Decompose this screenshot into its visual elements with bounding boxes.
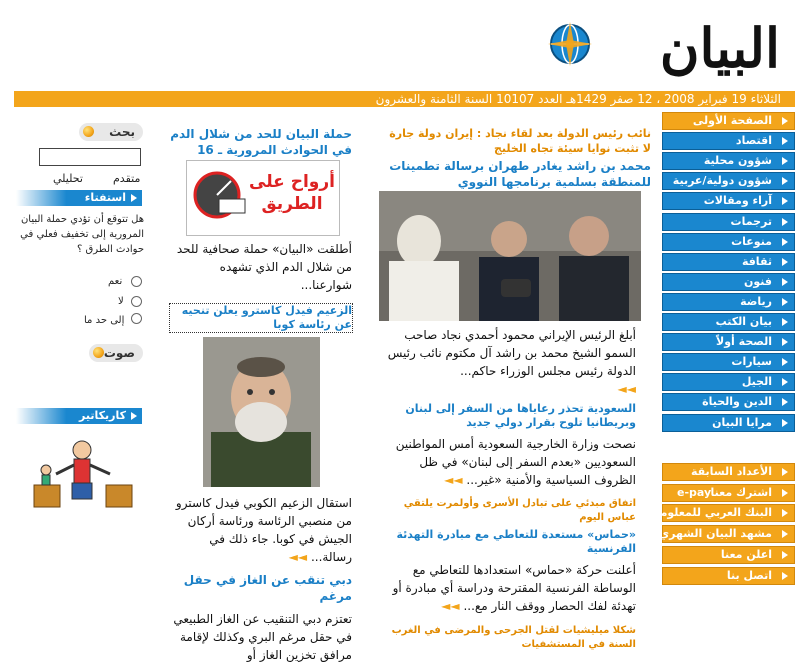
arrow-icon [782, 509, 788, 517]
nav-item-label: الدين والحياة [702, 395, 772, 409]
arrow-icon [782, 137, 788, 145]
arrow-icon [782, 398, 788, 406]
epay-link[interactable]: e-pay [677, 485, 712, 499]
date-bar: الثلاثاء 19 فبراير 2008 ، 12 صفر 1429هـ العدد 10107 السنة الثامنة والعشرون [14, 91, 795, 107]
arrow-icon [782, 218, 788, 226]
top-link-2[interactable]: لا تثبت نوايا سيئة تجاه الخليج [493, 142, 651, 155]
gas-story-title[interactable]: دبي تنقب عن الغاز في حقل مرغم [183, 573, 352, 603]
arrow-icon [782, 530, 788, 538]
banner-text: أرواح على الطريق [249, 172, 335, 214]
nav-item[interactable] [662, 213, 795, 231]
poll-option-yes: نعم [108, 276, 123, 287]
nav-item[interactable] [662, 192, 795, 210]
castro-story-text: استقال الزعيم الكوبي فيدل كاسترو من منصبي الرئاسة ورئاسة أركان الجيش في كوبا. جاء ذلك في رسالة... [175, 496, 352, 564]
poll-header [16, 190, 142, 206]
nav-item-label: اقتصاد [735, 134, 772, 148]
campaign-story-title[interactable]: حملة البيان للحد من شلال الدم في الحوادث المرورية ـ 16 [170, 127, 352, 157]
more-arrow-icon[interactable]: ◄◄ [441, 599, 460, 613]
story-saudi-text: نصحت وزارة الخارجية السعودية أمس المواطنين السعوديين «بعدم السفر إلى لبنان» في ظل الظروف السياسية والأمنية «غير... [395, 437, 636, 487]
more-arrow-icon[interactable]: ◄◄ [444, 473, 463, 487]
service-item-label: اعلن معنا [720, 547, 772, 561]
poll-question: هل تتوقع أن تؤدي حملة البيان المرورية إلى تخفيف فعلي في حوادث الطرق ؟ [20, 214, 144, 255]
nav-item[interactable] [662, 152, 795, 170]
castro-story-body [168, 494, 352, 566]
service-item[interactable] [645, 504, 795, 522]
search-label-text: بحث [109, 125, 135, 139]
campaign-story-body [168, 240, 352, 294]
nav-item[interactable] [662, 132, 795, 150]
nav-item[interactable] [662, 112, 795, 130]
nav-item[interactable] [662, 172, 795, 190]
service-item-label: الأعداد السابقة [690, 465, 772, 478]
bullet-icon [93, 347, 104, 358]
service-item[interactable] [662, 567, 795, 585]
story-militias-title[interactable]: شكلا ميليشيات لقتل الجرحى والمرضى في الغرب السنة في المستشفيات [391, 625, 636, 650]
arrow-icon [782, 157, 788, 165]
story-saudi-body [378, 435, 636, 489]
nav-item[interactable] [662, 414, 795, 432]
nav-item-label: آراء ومقالات [703, 194, 772, 208]
nav-item-label: شؤون محلية [703, 154, 772, 168]
arrow-icon [782, 197, 788, 205]
nav-item-label: بيان الكتب [715, 315, 772, 328]
arrow-icon [782, 298, 788, 306]
arrow-icon [782, 572, 788, 580]
nav-item-label: ترجمات [730, 214, 772, 228]
service-item-label: اشترك معنا [710, 485, 772, 499]
gas-story-text: تعتزم دبي التنقيب عن الغاز الطبيعي في حقل مرغم البري وكذلك لإقامة مرافق تخزين الغاز أو [173, 612, 352, 662]
nav-item[interactable] [662, 253, 795, 271]
campaign-banner[interactable] [186, 160, 340, 236]
search-input[interactable] [39, 148, 141, 166]
poll-radio-yes[interactable] [131, 276, 142, 287]
service-item-label: مشهد البيان الشهري [659, 527, 772, 541]
lead-story-title[interactable]: محمد بن راشد يغادر طهران برسالة تطمينات للمنطقة بسلمية برنامجها النووي [389, 159, 651, 189]
more-arrow-icon[interactable]: ◄◄ [288, 550, 308, 564]
service-item[interactable] [662, 546, 795, 564]
nav-item[interactable] [662, 353, 795, 371]
poll-radio-no[interactable] [131, 296, 142, 307]
story-prisoners-title[interactable]: اتفاق مبدئي على تبادل الأسرى وأولمرت يلتقي عباس اليوم [403, 498, 636, 523]
lead-story-photo[interactable] [379, 191, 641, 321]
advanced-search-link[interactable]: متقدم [113, 172, 141, 185]
story-saudi-title[interactable]: السعودية تحذر رعاياها من السفر إلى لبنان وبريطانيا تلوح بقرار دولي جديد [405, 402, 636, 429]
arrow-icon [782, 318, 788, 326]
nav-item[interactable] [662, 333, 795, 351]
nav-item-label: الصفحة الأولى [692, 114, 772, 127]
arrow-icon [782, 358, 788, 366]
nav-item-label: شؤون دولية/عربية [672, 174, 772, 188]
analytical-search-link[interactable]: تحليلي [53, 172, 83, 185]
campaign-story-text: أطلقت «البيان» حملة صحافية للحد من شلال الدم الذي تشهده شوارعنا... [176, 242, 352, 292]
bullet-icon [83, 126, 94, 137]
service-item[interactable] [662, 484, 795, 502]
arrow-icon [782, 338, 788, 346]
more-arrow-icon[interactable]: ◄◄ [617, 382, 636, 396]
nav-item-label: الصحة أولاً [716, 335, 772, 349]
arrow-icon [782, 278, 788, 286]
caricature-title: كاريكاتير [79, 409, 126, 422]
nav-item[interactable] [662, 293, 795, 311]
lead-story-text: أبلغ الرئيس الإيراني محمود أحمدي نجاد صاحب السمو الشيخ محمد بن راشد آل مكتوم نائب رئيس الدولة رئيس مجلس الوزراء حاكم... [387, 328, 636, 378]
poll-radio-somewhat[interactable] [131, 313, 142, 324]
service-item[interactable] [659, 525, 795, 543]
arrow-icon [131, 194, 137, 202]
gas-story-body [168, 610, 352, 664]
arrow-icon [782, 117, 788, 125]
nav-item[interactable] [662, 373, 795, 391]
poll-title: استفتاء [84, 191, 126, 204]
nav-item[interactable] [662, 313, 795, 331]
site-logo[interactable]: البيان [659, 16, 780, 80]
top-link-1[interactable]: نائب رئيس الدولة بعد لقاء نجاد : إيران دولة جارة [389, 127, 651, 140]
story-hamas-body [378, 561, 636, 615]
vote-button[interactable] [89, 344, 143, 362]
story-hamas-text: أعلنت حركة «حماس» استعدادها للتعاطي مع الوساطة الفرنسية المقترحة ودراسة أي مبادرة أو تهدئة لفك الحصار ووقف النار مع... [392, 563, 636, 613]
service-item-label: اتصل بنا [726, 568, 772, 582]
nav-item-label: فنون [744, 274, 772, 288]
castro-photo[interactable] [203, 337, 320, 487]
arrow-icon [782, 489, 788, 497]
speedometer-icon [189, 169, 247, 219]
arrow-icon [782, 258, 788, 266]
lead-story-body [378, 326, 636, 398]
arrow-icon [782, 419, 788, 427]
caricature-header [16, 408, 142, 424]
vote-label: صوت [103, 346, 135, 360]
arrow-icon [782, 177, 788, 185]
nav-item-label: رياضة [740, 294, 772, 308]
service-item[interactable] [662, 463, 795, 481]
arrow-icon [782, 551, 788, 559]
nav-item-label: الجيل [741, 375, 772, 389]
service-item-label: البنك العربي للمعلومات [645, 506, 772, 520]
castro-story-title[interactable]: الزعيم فيدل كاسترو يعلن تنحيه عن رئاسة كوبا [169, 303, 353, 333]
nav-item-label: ثقافة [741, 254, 772, 268]
poll-option-somewhat: إلى حد ما [84, 315, 125, 326]
caricature-image[interactable] [22, 430, 142, 520]
nav-item-label: سيارات [731, 355, 772, 369]
poll-option-no: لا [118, 296, 124, 307]
arrow-icon [782, 378, 788, 386]
arrow-icon [782, 468, 788, 476]
globe-logo-icon [548, 22, 592, 66]
nav-item[interactable] [662, 273, 795, 291]
arrow-icon [782, 238, 788, 246]
nav-item-label: منوعات [731, 234, 772, 248]
nav-item[interactable] [662, 393, 795, 411]
nav-item[interactable] [662, 233, 795, 251]
story-hamas-title[interactable]: «حماس» مستعدة للتعاطي مع مبادرة التهدئة الفرنسية [396, 528, 636, 555]
search-label [79, 123, 143, 141]
arrow-icon [131, 412, 137, 420]
nav-item-label: مرايا البيان [712, 415, 772, 429]
